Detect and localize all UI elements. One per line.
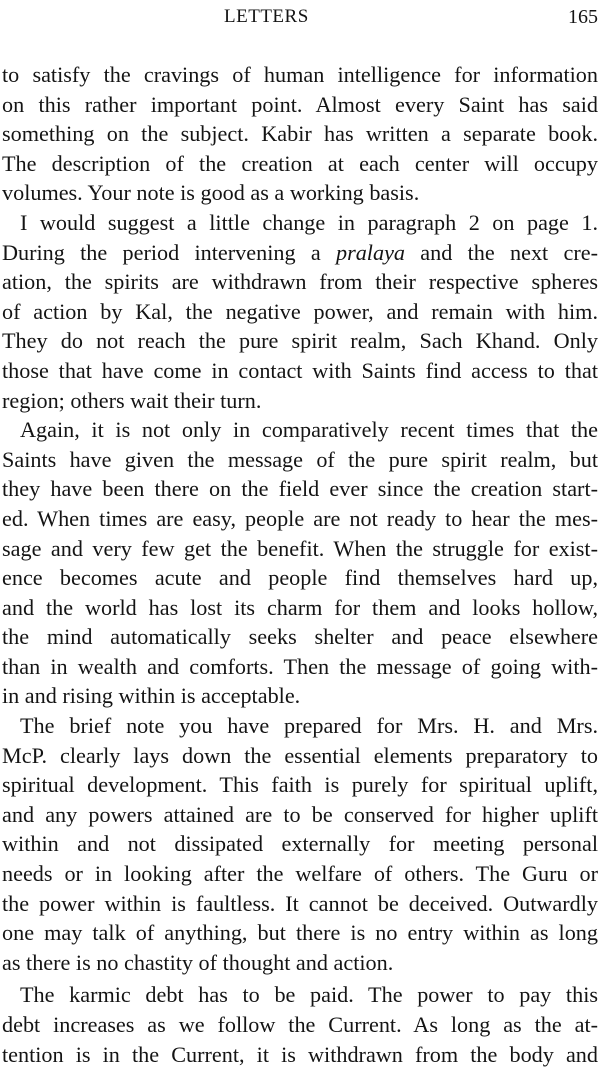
text-line: McP. clearly lays down the essential elements preparatory to xyxy=(2,742,598,768)
paragraph xyxy=(2,415,598,711)
text-line: ation, the spirits are withdrawn from their respective spheres xyxy=(2,269,598,295)
text-line: ed. When times are easy, people are not ready to hear the mes- xyxy=(2,505,598,531)
paragraph xyxy=(2,60,598,208)
text-line: than in wealth and comforts. Then the message of going with- xyxy=(2,653,598,679)
text-line: region; others wait their turn. xyxy=(2,387,262,413)
text-line: as there is no chastity of thought and action. xyxy=(2,949,394,975)
text-line: spiritual development. This faith is purely for spiritual uplift, xyxy=(2,772,598,798)
paragraph xyxy=(2,711,598,977)
text-line: in and rising within is acceptable. xyxy=(2,683,301,709)
text-line: The description of the creation at each center will occupy xyxy=(2,150,598,176)
text-line: Again, it is not only in comparatively recent times that the xyxy=(20,417,598,443)
text-line: volumes. Your note is good as a working basis. xyxy=(2,180,420,206)
text-line: I would suggest a little change in paragraph 2 on page 1. xyxy=(20,209,598,235)
text-line: Saints have given the message of the pure spirit realm, but xyxy=(2,446,598,472)
text-line: ence becomes acute and people find themselves hard up, xyxy=(2,565,598,591)
text-line: The karmic debt has to be paid. The power to pay this xyxy=(20,982,598,1008)
text-line: on this rather important point. Almost every Saint has said xyxy=(2,91,598,117)
text-line: They do not reach the pure spirit realm, Sach Khand. Only xyxy=(2,328,598,354)
text-line: During the period intervening a pralaya and the next cre- xyxy=(2,239,598,265)
text-line: within and not dissipated externally for meeting personal xyxy=(2,831,598,857)
text-line: something on the subject. Kabir has written a separate book. xyxy=(2,121,598,147)
text-line: one may talk of anything, but there is no entry within as long xyxy=(2,920,598,946)
running-head-title: LETTERS xyxy=(224,6,309,27)
text-line: to satisfy the cravings of human intelligence for information xyxy=(2,62,598,87)
page-number: 165 xyxy=(568,6,598,28)
body-text xyxy=(2,60,598,1069)
paragraph xyxy=(2,980,598,1069)
text-line: they have been there on the field ever since the creation start- xyxy=(2,476,598,502)
text-line: and any powers attained are to be conserved for higher uplift xyxy=(2,801,598,827)
paragraph xyxy=(2,208,598,415)
text-line: debt increases as we follow the Current. As long as the at- xyxy=(2,1012,598,1037)
text-line: tention is in the Current, it is withdrawn from the body and xyxy=(2,1041,598,1067)
text-line: those that have come in contact with Saints find access to that xyxy=(2,357,598,383)
text-line: needs or in looking after the welfare of others. The Guru or xyxy=(2,861,598,887)
text-line: the power within is faultless. It cannot be deceived. Outwardly xyxy=(2,890,598,916)
text-line: sage and very few get the benefit. When the struggle for exist- xyxy=(2,535,598,561)
text-line: and the world has lost its charm for them and looks hollow, xyxy=(2,594,598,620)
text-line: of action by Kal, the negative power, and remain with him. xyxy=(2,298,598,324)
running-head xyxy=(0,6,600,32)
italic-term: pralaya xyxy=(335,239,406,265)
text-line: the mind automatically seeks shelter and peace elsewhere xyxy=(2,624,598,650)
text-line: The brief note you have prepared for Mrs. H. and Mrs. xyxy=(20,713,598,739)
